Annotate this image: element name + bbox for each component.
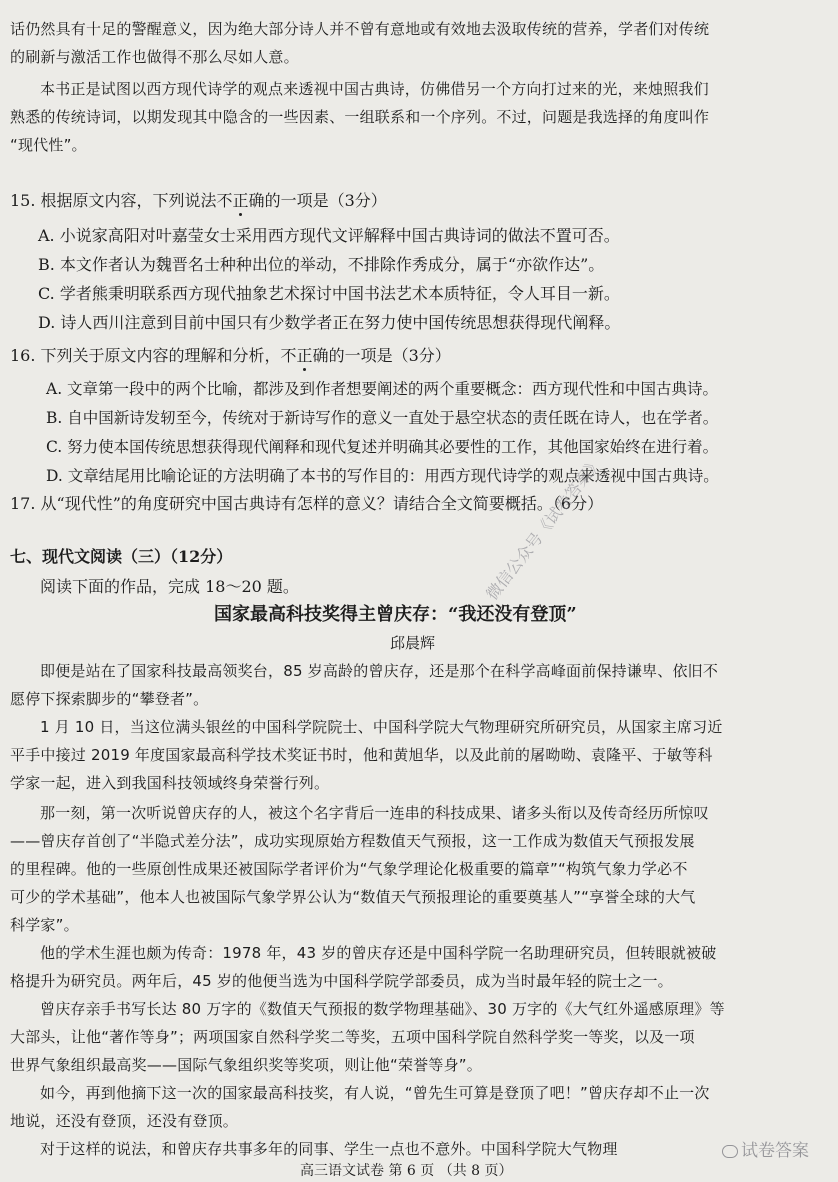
passage-line: 本书正是试图以西方现代诗学的观点来透视中国古典诗，仿佛借另一个方向打过来的光，来烛照我们 xyxy=(40,80,709,98)
article-line: 大部头，让他“著作等身”；两项国家自然科学奖二等奖，五项中国科学院自然科学奖一等奖，以及一项 xyxy=(10,1028,695,1046)
question-15-option-c: C. 学者熊秉明联系西方现代抽象艺术探讨中国书法艺术本质特征，令人耳目一新。 xyxy=(38,284,620,303)
question-16-option-a: A. 文章第一段中的两个比喻，都涉及到作者想要阐述的两个重要概念：西方现代性和中国古典诗。 xyxy=(46,380,719,398)
article-line: 1 月 10 日，当这位满头银丝的中国科学院院士、中国科学院大气物理研究所研究员，从国家主席习近 xyxy=(40,718,723,736)
article-line: 科学家”。 xyxy=(10,916,79,934)
section-instruction: 阅读下面的作品，完成 18～20 题。 xyxy=(40,577,299,596)
question-15-option-b: B. 本文作者认为魏晋名士种种出位的举动，不排除作秀成分，属于“亦欲作达”。 xyxy=(38,255,605,274)
question-15-option-d: D. 诗人西川注意到目前中国只有少数学者正在努力使中国传统思想获得现代阐释。 xyxy=(38,313,621,332)
stem-text: 的一项是（3分） xyxy=(264,191,387,210)
article-line: 的里程碑。他的一些原创性成果还被国际学者评价为“气象学理论化极重要的篇章”“构筑气象力学必不 xyxy=(10,860,688,878)
stem-text: 16. 下列关于原文内容的理解和分析， xyxy=(10,346,281,365)
article-line: 地说，还没有登顶，还没有登顶。 xyxy=(10,1112,239,1130)
article-line: 对于这样的说法，和曾庆存共事多年的同事、学生一点也不意外。中国科学院大气物理 xyxy=(40,1140,618,1158)
question-16-option-b: B. 自中国新诗发轫至今，传统对于新诗写作的意义一直处于悬空状态的责任既在诗人，也在学者。 xyxy=(46,409,719,427)
article-line: 那一刻，第一次听说曾庆存的人，被这个名字背后一连串的科技成果、诸多头衔以及传奇经历所惊叹 xyxy=(40,804,709,822)
article-line: 格提升为研究员。两年后，45 岁的他便当选为中国科学院学部委员，成为当时最年轻的院士之一。 xyxy=(10,972,673,990)
question-15-stem xyxy=(10,190,387,212)
emphasis-text: 不正确 xyxy=(280,346,329,365)
page-footer: 高三语文试卷 第 6 页 （共 8 页） xyxy=(300,1163,513,1179)
passage-line: 话仍然具有十足的警醒意义，因为绝大部分诗人并不曾有意地或有效地去汲取传统的营养，学者们对传统 xyxy=(10,20,710,38)
corner-watermark-text: 试卷答案 xyxy=(741,1141,809,1161)
passage-line: “现代性”。 xyxy=(10,136,87,154)
article-line: 学家一起，进入到我国科技领域终身荣誉行列。 xyxy=(10,774,330,792)
question-17: 17. 从“现代性”的角度研究中国古典诗有怎样的意义？请结合全文简要概括。（6分） xyxy=(10,494,604,513)
article-line: 愿停下探索脚步的“攀登者”。 xyxy=(10,690,209,708)
article-line: 如今，再到他摘下这一次的国家最高科技奖，有人说，“曾先生可算是登顶了吧！”曾庆存却不止一次 xyxy=(40,1084,710,1102)
article-line: ——曾庆存首创了“半隐式差分法”，成功实现原始方程数值天气预报，这一工作成为数值天气预报发展 xyxy=(10,832,695,850)
passage-line: 熟悉的传统诗词，以期发现其中隐含的一些因素、一组联系和一个序列。不过，问题是我选择的角度叫作 xyxy=(10,108,710,126)
section-heading: 七、现代文阅读（三）（12分） xyxy=(10,547,233,566)
question-16-option-d: D. 文章结尾用比喻论证的方法明确了本书的写作目的：用西方现代诗学的观点来透视中国古典诗。 xyxy=(46,467,719,485)
article-line: 世界气象组织最高奖——国际气象组织奖等奖项，则让他“荣誉等身”。 xyxy=(10,1056,482,1074)
question-15-option-a: A. 小说家高阳对叶嘉莹女士采用西方现代文评解释中国古典诗词的做法不置可否。 xyxy=(38,226,620,245)
article-line: 可少的学术基础”，他本人也被国际气象学界公认为“数值天气预报理论的重要奠基人”“享誉全球的大气 xyxy=(10,888,696,906)
article-line: 平手中接过 2019 年度国家最高科学技术奖证书时，他和黄旭华，以及此前的屠呦呦、袁隆平、于敏等科 xyxy=(10,746,713,764)
passage-line: 的刷新与激活工作也做得不那么尽如人意。 xyxy=(10,48,299,66)
chat-bubble-icon xyxy=(722,1145,738,1158)
diagonal-watermark: 微信公众号《试卷答案》 xyxy=(482,453,606,604)
article-line: 即便是站在了国家科技最高领奖台，85 岁高龄的曾庆存，还是那个在科学高峰面前保持谦卑、依旧不 xyxy=(40,662,719,680)
emphasis-text: 不正确 xyxy=(216,191,265,210)
article-line: 他的学术生涯也颇为传奇：1978 年，43 岁的曾庆存还是中国科学院一名助理研究员，但转眼就被破 xyxy=(40,944,717,962)
article-title: 国家最高科技奖得主曾庆存：“我还没有登顶” xyxy=(214,604,577,625)
article-line: 曾庆存亲手书写长达 80 万字的《数值天气预报的数学物理基础》、30 万字的《大气红外遥感原理》等 xyxy=(40,1000,725,1018)
article-author: 邱晨辉 xyxy=(390,634,436,652)
stem-text: 15. 根据原文内容，下列说法 xyxy=(10,191,217,210)
corner-watermark xyxy=(722,1136,809,1161)
question-16-stem xyxy=(10,345,451,367)
stem-text: 的一项是（3分） xyxy=(328,346,451,365)
question-16-option-c: C. 努力使本国传统思想获得现代阐释和现代复述并明确其必要性的工作，其他国家始终在进行着。 xyxy=(46,438,719,456)
